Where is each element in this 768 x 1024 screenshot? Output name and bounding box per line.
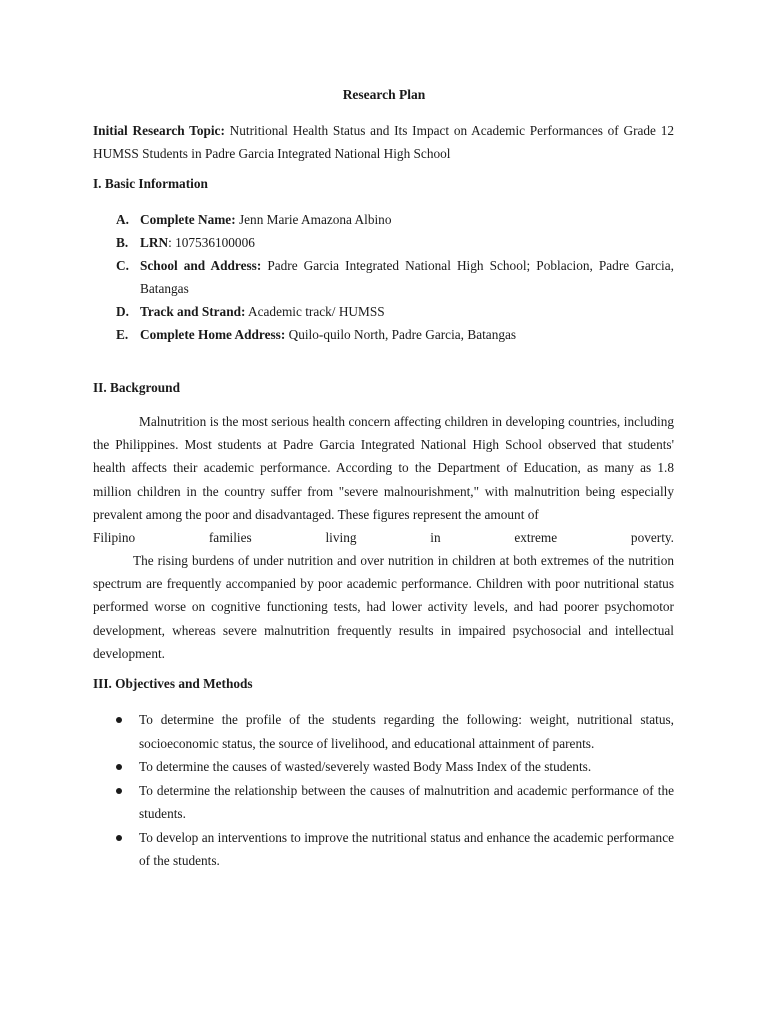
objective-text: To determine the causes of wasted/severely wasted Body Mass Index of the students. <box>139 759 592 774</box>
list-item <box>116 323 674 346</box>
list-item <box>116 254 674 300</box>
list-marker: D. <box>116 304 129 319</box>
background-heading-number: II <box>93 380 104 395</box>
bullet-icon <box>116 835 122 841</box>
bullet-icon <box>116 764 122 770</box>
basic-information-list <box>116 208 674 346</box>
research-topic-label: Initial Research Topic: <box>93 123 225 138</box>
field-label: School and Address: <box>140 258 262 273</box>
background-paragraph-2: The rising burdens of under nutrition and over nutrition in children at both extremes of the nutrition spectrum are frequently accompanied by poor academic performance. Children with poor nutritional status performed worse on cognitive functioning tests, had lower activity levels, and had poorer psychomotor development, whereas severe malnutrition frequently results in impaired psychosocial and intellectual development. <box>93 553 674 661</box>
list-item <box>116 231 674 254</box>
field-label: Track and Strand: <box>140 304 246 319</box>
objective-text: To determine the profile of the students regarding the following: weight, nutritional status, socioeconomic status, the source of livelihood, and educational attainment of parents. <box>139 712 674 751</box>
list-marker: C. <box>116 258 129 273</box>
section-heading-background <box>93 380 180 396</box>
bullet-icon <box>116 717 122 723</box>
list-marker: E. <box>116 327 129 342</box>
background-heading-text: . Background <box>103 380 180 395</box>
field-value: : 107536100006 <box>168 235 255 250</box>
field-value: Padre Garcia Integrated National High School; Poblacion, Padre Garcia, Batangas <box>140 258 674 296</box>
objective-text: To develop an interventions to improve the nutritional status and enhance the academic performance of the students. <box>139 829 674 868</box>
background-paragraph-1-main: Malnutrition is the most serious health concern affecting children in developing countries, including the Philippines. Most students at Padre Garcia Integrated National High School observed that students' health affects their academic performance. According to the Department of Education, as many as 1.8 million children in the country suffer from "severe malnourishment," with malnutrition being especially prevalent among the poor and disadvantaged. These figures represent the amount of <box>93 414 674 522</box>
list-item <box>116 208 674 231</box>
section-heading-basic-information: I. Basic Information <box>93 176 208 191</box>
list-item <box>116 826 674 873</box>
field-value: Jenn Marie Amazona Albino <box>235 212 392 227</box>
list-item <box>116 755 674 779</box>
background-paragraph-1-last-line: Filipino families living in extreme poverty. <box>93 530 674 546</box>
bullet-icon <box>116 788 122 794</box>
document-title: Research Plan <box>342 87 426 102</box>
background-paragraph-1 <box>93 410 674 549</box>
field-label: Complete Home Address: <box>140 327 286 342</box>
field-value: Academic track/ HUMSS <box>245 304 385 319</box>
list-marker: B. <box>116 235 129 250</box>
list-item <box>116 708 674 755</box>
list-marker: A. <box>116 212 129 227</box>
list-item <box>116 779 674 826</box>
research-topic-text: Nutritional Health Status and Its Impact on Academic Performances of Grade 12 HUMSS Students in Padre Garcia Integrated National High School <box>93 123 674 161</box>
research-topic <box>93 119 674 165</box>
objectives-list <box>116 708 674 873</box>
field-label: Complete Name: <box>140 212 236 227</box>
list-item <box>116 300 674 323</box>
field-label: LRN <box>140 235 169 250</box>
section-heading-objectives: III. Objectives and Methods <box>93 676 253 691</box>
objective-text: To determine the relationship between the causes of malnutrition and academic performance of the students. <box>139 782 674 821</box>
field-value: Quilo-quilo North, Padre Garcia, Batangas <box>285 327 517 342</box>
